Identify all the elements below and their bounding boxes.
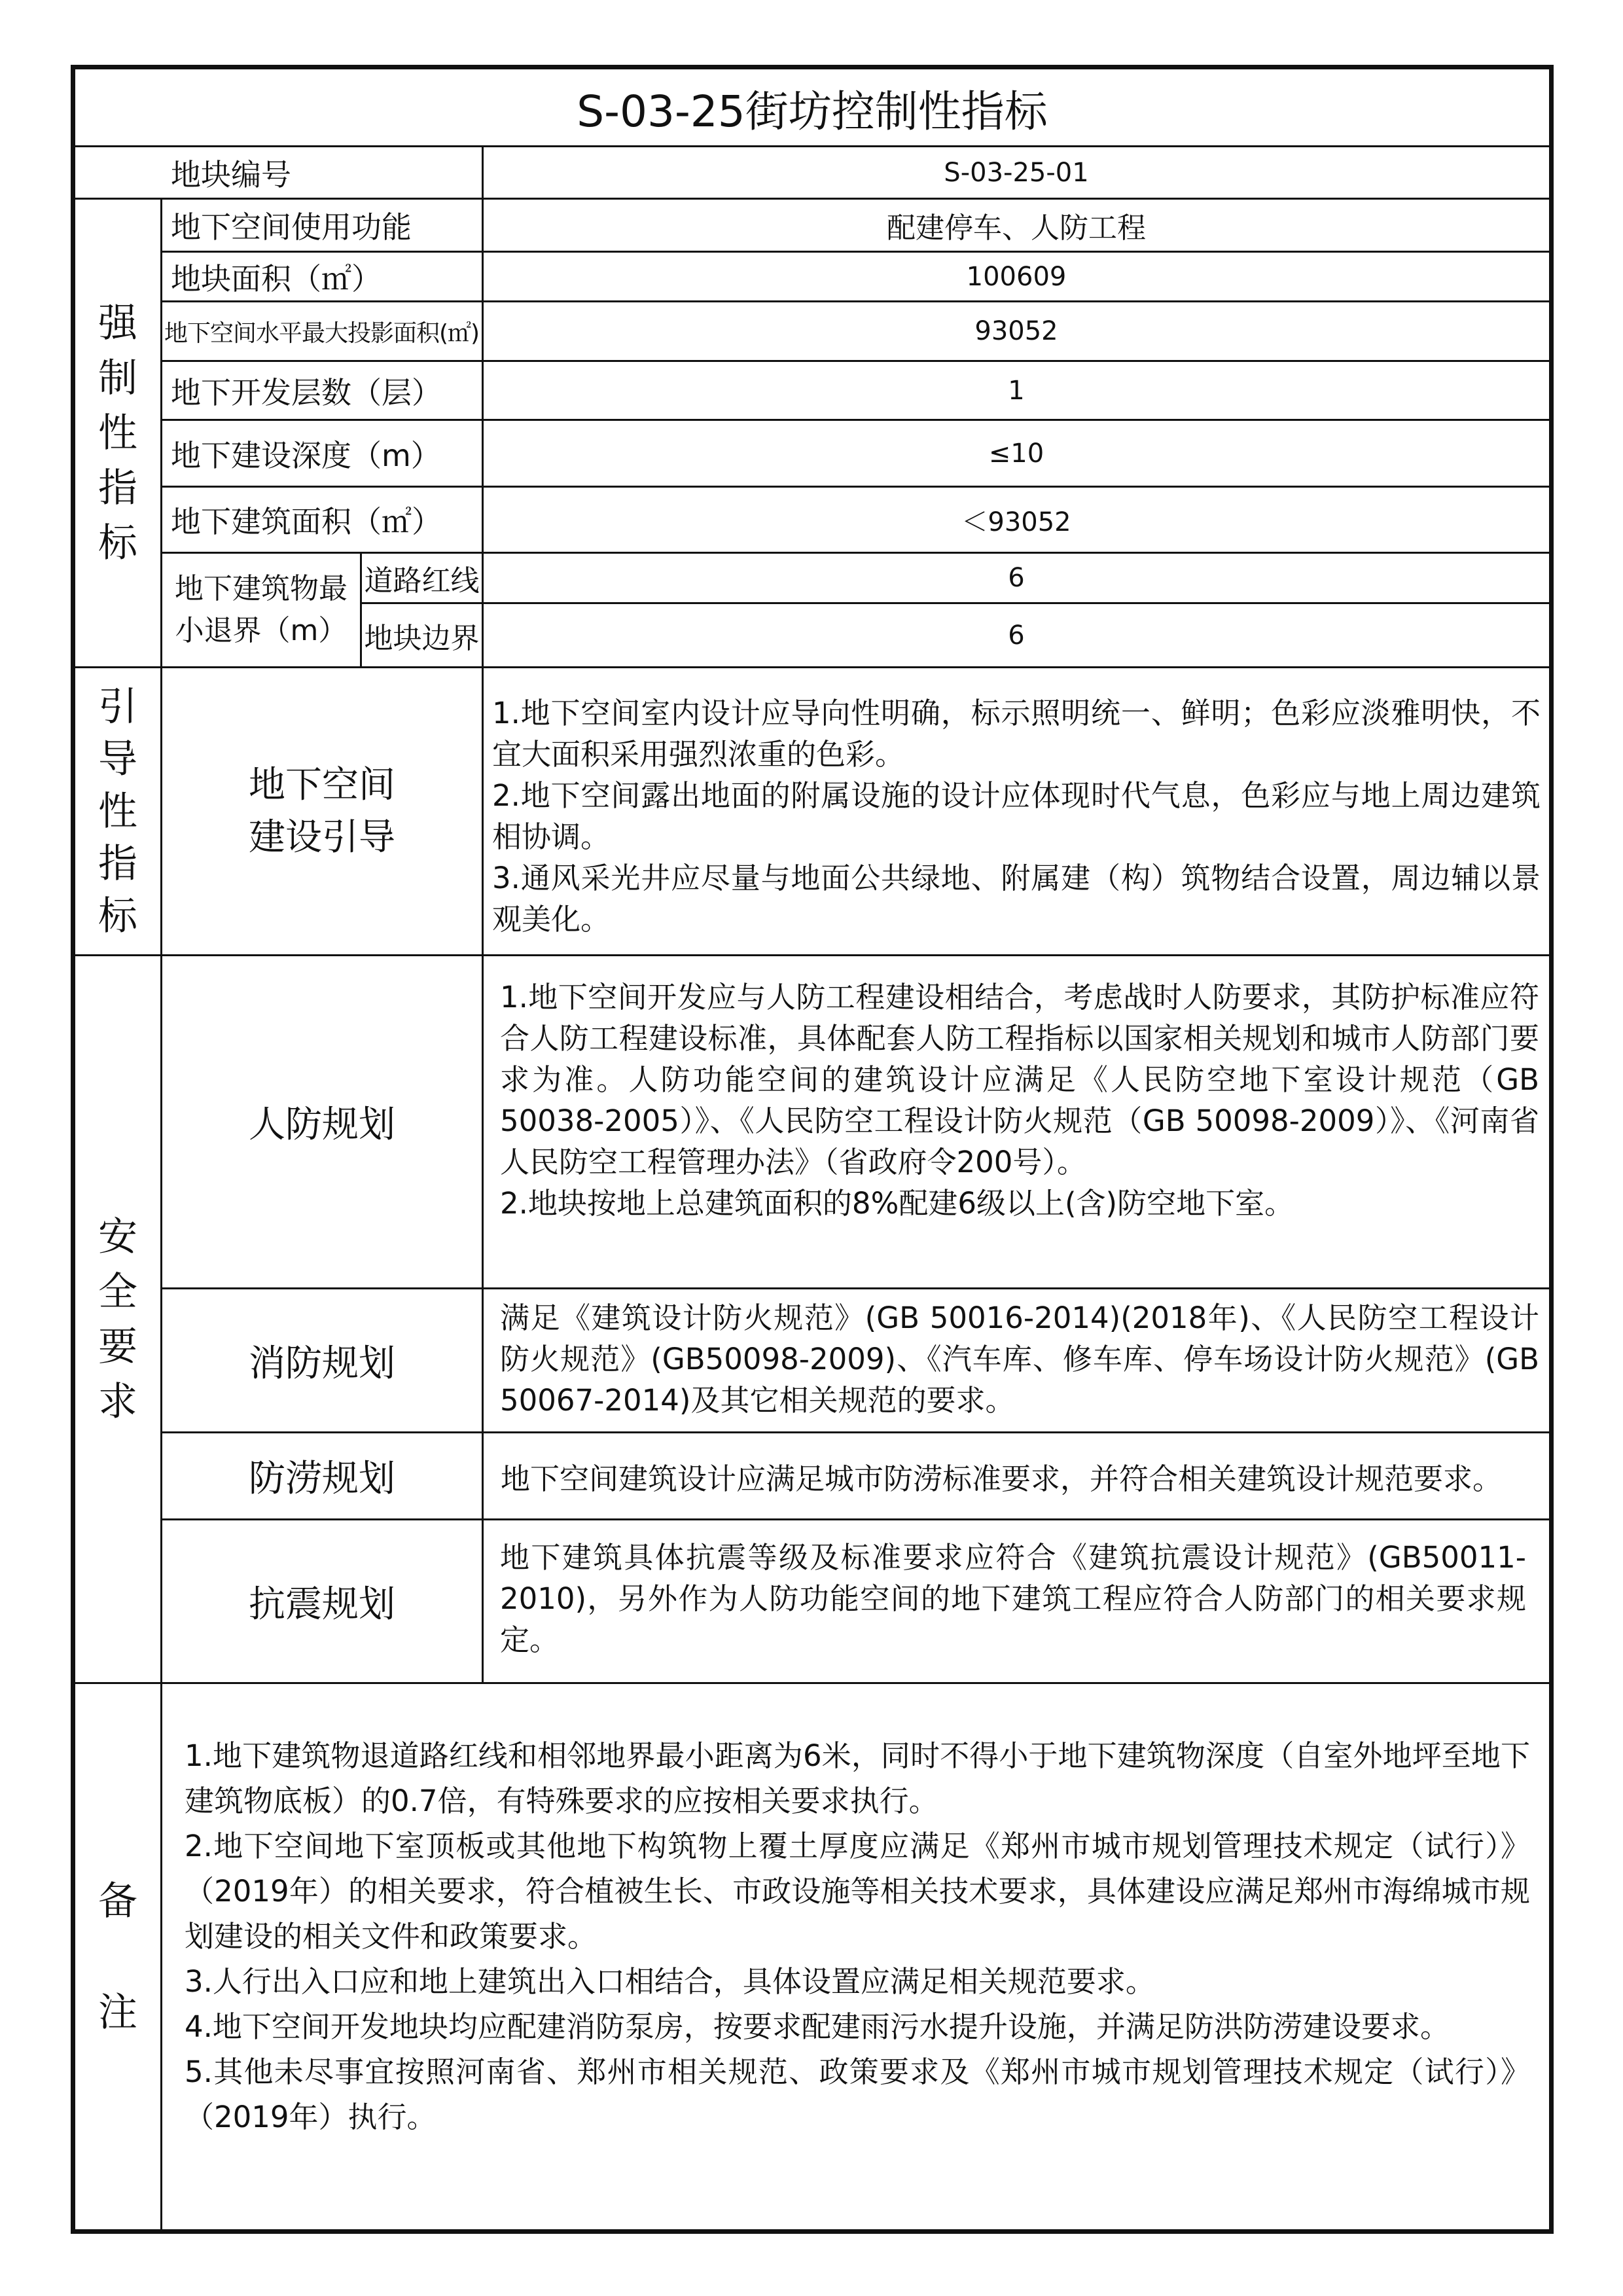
rule xyxy=(160,1682,162,2232)
sheet-title: S-03-25街坊控制性指标 xyxy=(577,86,1048,137)
floor-count-label: 地下开发层数（层） xyxy=(171,374,442,410)
remark-item: 3.人行出入口应和地上建筑出入口相结合，具体设置应满足相关规范要求。 xyxy=(185,1964,1155,1999)
remark-item: 4.地下空间开发地块均应配建消防泵房，按要求配建雨污水提升设施，并满足防洪防涝建设要求。 xyxy=(185,2009,1450,2044)
remarks-text xyxy=(185,1733,1530,2140)
rule xyxy=(71,1682,1554,1684)
flood-label: 防涝规划 xyxy=(249,1458,395,1500)
frame-right xyxy=(1549,65,1554,2234)
flood-text: 地下空间建筑设计应满足城市防涝标准要求，并符合相关建筑设计规范要求。 xyxy=(501,1461,1503,1496)
fire-label: 消防规划 xyxy=(249,1342,395,1385)
civil-defense-label: 人防规划 xyxy=(249,1103,395,1146)
fire-text: 满足《建筑设计防火规范》(GB 50016-2014)(2018年)、《人民防空工程设计防火规范》(GB50098-2009)、《汽车库、修车库、停车场设计防火规范》(GB 50067-2014)及其它相关规范的要求。 xyxy=(500,1300,1539,1418)
floor-area-value: ＜93052 xyxy=(961,507,1071,537)
frame-left xyxy=(71,65,75,2234)
setback-plot-value: 6 xyxy=(1008,620,1025,651)
plot-number-value: S-03-25-01 xyxy=(944,157,1089,188)
setback-plot-label: 地块边界 xyxy=(364,621,480,655)
plot-area-value: 100609 xyxy=(966,261,1067,292)
underground-function-value: 配建停车、人防工程 xyxy=(887,211,1146,245)
section-remarks: 备 注 xyxy=(98,1878,137,2036)
guidance-item: 3.通风采光井应尽量与地面公共绿地、附属建（构）筑物结合设置，周边辅以景观美化。 xyxy=(492,861,1541,937)
remark-item: 5.其他未尽事宜按照河南省、郑州市相关规范、政策要求及《郑州市城市规划管理技术规定（试行）》（2019年）执行。 xyxy=(185,2054,1530,2134)
seismic-text: 地下建筑具体抗震等级及标准要求应符合《建筑抗震设计规范》(GB50011-2010)，另外作为人防功能空间的地下建筑工程应符合人防部门的相关要求规定。 xyxy=(500,1540,1526,1657)
floor-area-label: 地下建筑面积（㎡） xyxy=(171,504,442,539)
depth-label: 地下建设深度（m） xyxy=(171,437,441,473)
seismic-label: 抗震规划 xyxy=(249,1583,395,1626)
civil-defense-item: 1.地下空间开发应与人防工程建设相结合，考虑战时人防要求，其防护标准应符合人防工程建设标准，具体配套人防工程指标以国家相关规划和城市人防部门要求为准。人防功能空间的建筑设计应满足《人民防空地下室设计规范（GB 50038-2005）》、《人民防空工程设计防火规范（GB 50098-2009）》、《河南省人民防空工程管理办法》（省政府令200号）。 xyxy=(500,980,1539,1179)
setback-road-label: 道路红线 xyxy=(364,564,480,598)
guidance-text xyxy=(492,692,1541,940)
remark-item: 1.地下建筑物退道路红线和相邻地界最小距离为6米，同时不得小于地下建筑物深度（自室外地坪至地下建筑物底板）的0.7倍，有特殊要求的应按相关要求执行。 xyxy=(185,1738,1530,1818)
depth-value: ≤10 xyxy=(988,438,1044,469)
projection-area-label: 地下空间水平最大投影面积(㎡) xyxy=(164,319,480,347)
civil-defense-text xyxy=(500,977,1539,1224)
setback-label: 地下建筑物最 小退界（m） xyxy=(175,572,348,647)
projection-area-value: 93052 xyxy=(974,316,1058,346)
frame-top xyxy=(71,65,1554,69)
setback-road-value: 6 xyxy=(1008,563,1025,593)
guidance-label: 地下空间 建设引导 xyxy=(249,763,395,859)
floor-count-value: 1 xyxy=(1008,375,1025,406)
civil-defense-item: 2.地块按地上总建筑面积的8%配建6级以上(含)防空地下室。 xyxy=(500,1186,1294,1221)
section-mandatory: 强 制 性 指 标 xyxy=(98,300,137,566)
plot-area-label: 地块面积（㎡） xyxy=(171,260,382,296)
underground-function-label: 地下空间使用功能 xyxy=(171,209,412,245)
guidance-item: 2.地下空间露出地面的附属设施的设计应体现时代气息，色彩应与地上周边建筑相协调。 xyxy=(492,778,1541,854)
section-guidance: 引 导 性 指 标 xyxy=(98,683,137,939)
guidance-item: 1.地下空间室内设计应导向性明确，标示照明统一、鲜明；色彩应淡雅明快，不宜大面积采用强烈浓重的色彩。 xyxy=(492,696,1541,772)
remark-item: 2.地下空间地下室顶板或其他地下构筑物上覆土厚度应满足《郑州市城市规划管理技术规定（试行）》（2019年）的相关要求，符合植被生长、市政设施等相关技术要求，具体建设应满足郑州市海绵城市规划建设的相关文件和政策要求。 xyxy=(185,1829,1530,1954)
plot-number-label: 地块编号 xyxy=(171,156,291,192)
section-safety: 安 全 要 求 xyxy=(98,1213,137,1425)
frame-bottom xyxy=(71,2229,1554,2234)
